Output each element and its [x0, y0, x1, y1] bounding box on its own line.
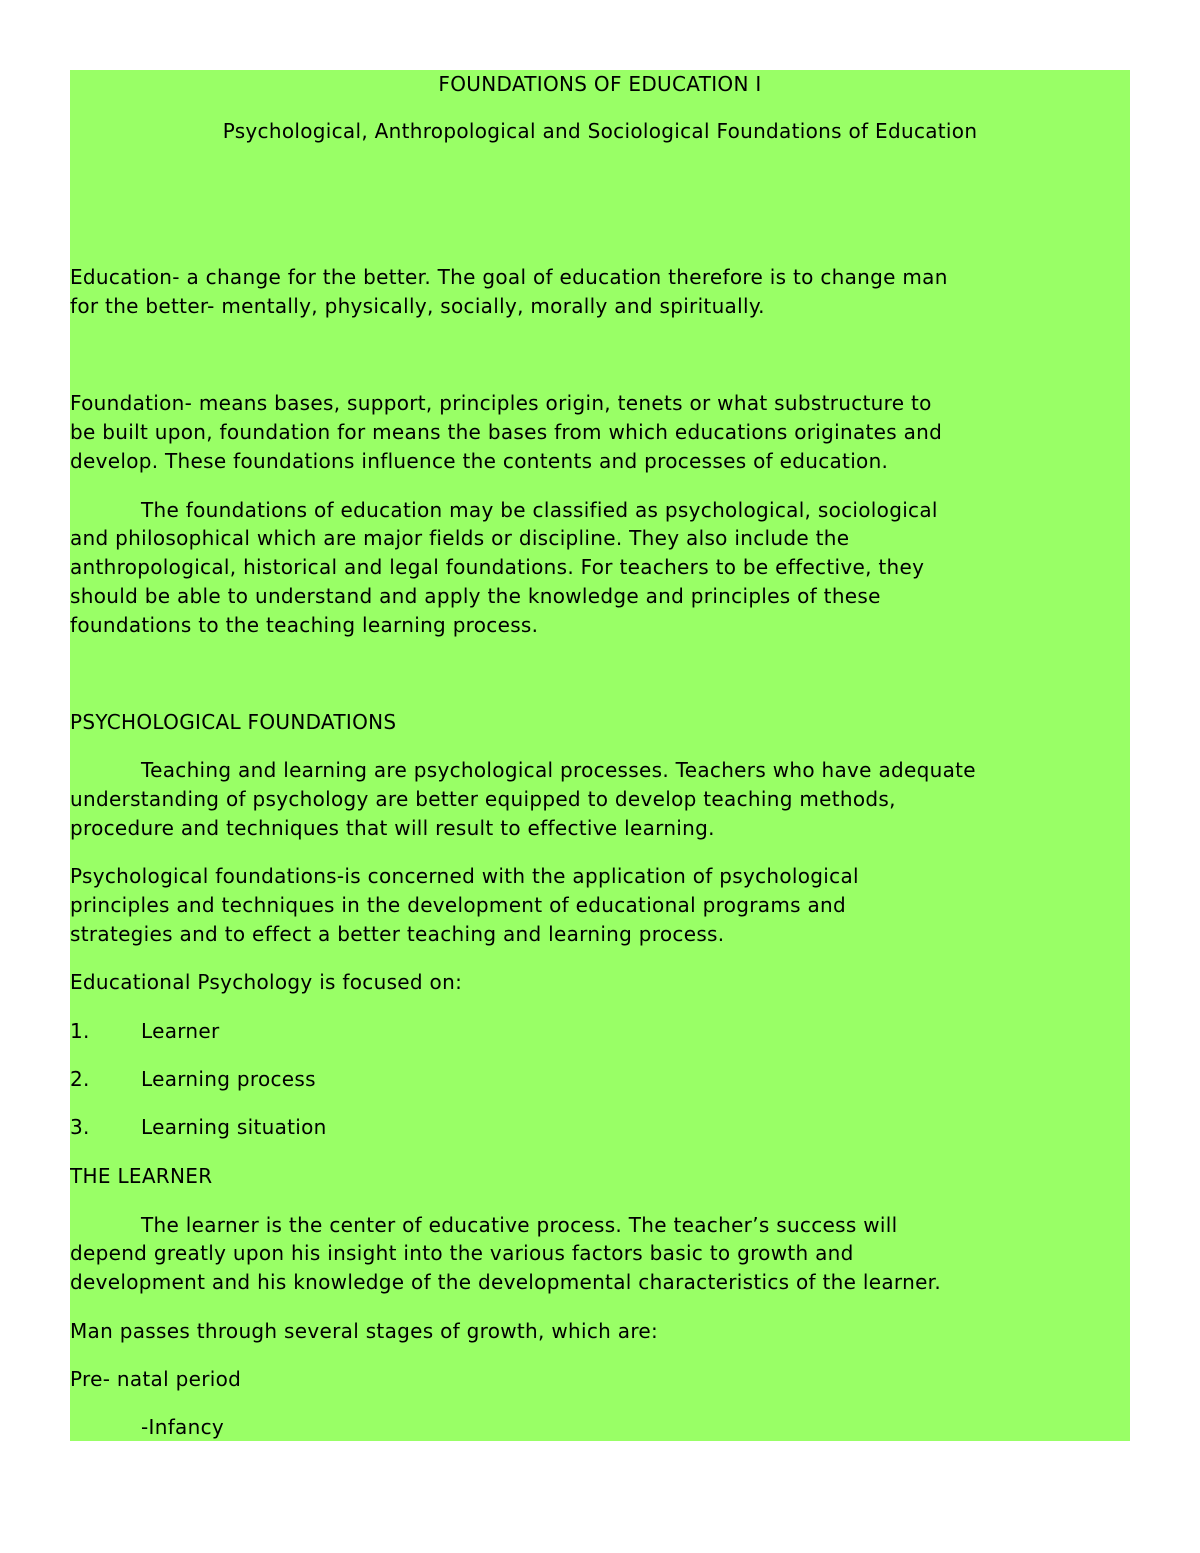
foundation-definition-line-3: develop. These foundations influence the contents and processes of education.: [70, 449, 889, 473]
classification-line-4: should be able to understand and apply the knowledge and principles of these: [70, 584, 881, 608]
list-item-number: 1.: [70, 1019, 90, 1043]
stage-prenatal: Pre- natal period: [70, 1367, 242, 1391]
teaching-learning-line-3: procedure and techniques that will result to effective learning.: [70, 816, 715, 840]
classification-line-2: and philosophical which are major fields or discipline. They also include the: [70, 526, 850, 550]
foundation-definition-line-1: Foundation- means bases, support, principles origin, tenets or what substructure to: [70, 391, 932, 415]
list-item-number: 2.: [70, 1067, 90, 1091]
list-item-number: 3.: [70, 1115, 90, 1139]
list-item: Learning process: [141, 1067, 316, 1091]
teaching-learning-line-2: understanding of psychology are better equipped to develop teaching methods,: [70, 787, 896, 811]
teaching-learning-line-1: Teaching and learning are psychological processes. Teachers who have adequate: [141, 758, 976, 782]
document-title: FOUNDATIONS OF EDUCATION I: [438, 72, 762, 96]
learner-paragraph-line-2: depend greatly upon his insight into the various factors basic to growth and: [70, 1241, 854, 1265]
list-item: Learner: [141, 1019, 220, 1043]
education-definition-line-1: Education- a change for the better. The goal of education therefore is to change man: [70, 265, 948, 289]
educational-psychology-intro: Educational Psychology is focused on:: [70, 970, 463, 994]
learner-paragraph-line-3: development and his knowledge of the developmental characteristics of the learner.: [70, 1270, 942, 1294]
foundation-definition-line-2: be built upon, foundation for means the bases from which educations originates and: [70, 420, 943, 444]
growth-stages-intro: Man passes through several stages of growth, which are:: [70, 1319, 659, 1343]
document-subtitle: Psychological, Anthropological and Sociological Foundations of Education: [222, 119, 978, 143]
classification-line-3: anthropological, historical and legal foundations. For teachers to be effective, they: [70, 555, 925, 579]
list-item: Learning situation: [141, 1115, 327, 1139]
classification-line-1: The foundations of education may be classified as psychological, sociological: [141, 498, 938, 522]
psych-foundations-line-2: principles and techniques in the development of educational programs and: [70, 893, 847, 917]
psych-foundations-line-3: strategies and to effect a better teaching and learning process.: [70, 922, 725, 946]
psych-foundations-line-1: Psychological foundations-is concerned with the application of psychological: [70, 864, 859, 888]
learner-paragraph-line-1: The learner is the center of educative process. The teacher’s success will: [141, 1213, 898, 1237]
section-heading-psychological: PSYCHOLOGICAL FOUNDATIONS: [70, 710, 397, 734]
education-definition-line-2: for the better- mentally, physically, socially, morally and spiritually.: [70, 294, 765, 318]
document-page: [70, 70, 1130, 1441]
classification-line-5: foundations to the teaching learning process.: [70, 613, 539, 637]
section-heading-learner: THE LEARNER: [70, 1164, 213, 1188]
stage-infancy: -Infancy: [141, 1415, 224, 1439]
